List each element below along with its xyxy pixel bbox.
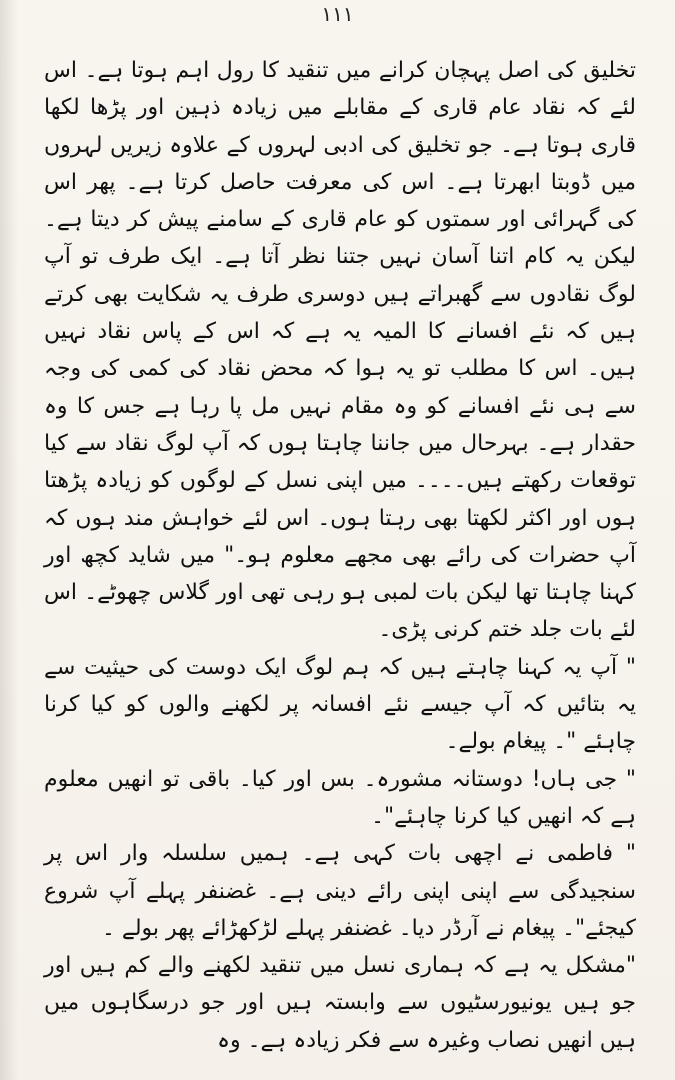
paragraph: تخلیق کی اصل پہچان کرانے میں تنقید کا رول اہم ہوتا ہے۔ اس لئے کہ نقاد عام قاری کے مقابلے میں زیادہ ذہین اور پڑھا لکھا قاری ہوتا ہے۔ جو تخلیق کی ادبی لہروں کے علاوہ زیریں لہروں میں ڈوبتا ابھرتا ہے۔ اس کی معرفت حاصل کرتا ہے۔ پھر اس کی گہرائی اور سمتوں کو عام قاری کے سامنے پیش کر دیتا ہے۔ لیکن یہ کام اتنا آسان نہیں جتنا نظر آتا ہے۔ ایک طرف تو آپ لوگ نقادوں سے گھبراتے ہیں دوسری طرف یہ شکایت بھی کرتے ہیں کہ نئے افسانے کا المیہ یہ ہے کہ اس کے پاس نقاد نہیں ہیں۔ اس کا مطلب تو یہ ہوا کہ محض نقاد کی کمی کی وجہ سے ہی نئے افسانے کو وہ مقام نہیں مل پا رہا ہے جس کا وہ حقدار ہے۔ بہرحال میں جاننا چاہتا ہوں کہ آپ لوگ نقاد سے کیا توقعات رکھتے ہیں۔۔۔۔ میں اپنی نسل کے لوگوں کو زیادہ پڑھتا ہوں اور اکثر لکھتا بھی رہتا ہوں۔ اس لئے خواہش مند ہوں کہ آپ حضرات کی رائے بھی مجھے معلوم ہو۔" میں شاید کچھ اور کہنا چاہتا تھا لیکن بات لمبی ہو رہی تھی اور گلاس چھوٹے۔ اس لئے بات جلد ختم کرنی پڑی۔	[44, 58, 636, 643]
page-number: ۱۱۱	[321, 2, 354, 26]
page-body-text	[44, 52, 636, 1059]
binding-shadow	[0, 0, 18, 1080]
paragraph: " جی ہاں! دوستانہ مشورہ۔ بس اور کیا۔ باقی تو انھیں معلوم ہے کہ انھیں کیا کرنا چاہئے"۔	[44, 766, 636, 829]
paragraph: "مشکل یہ ہے کہ ہماری نسل میں تنقید لکھنے والے کم ہیں اور جو ہیں یونیورسٹیوں سے وابستہ ہیں اور جو درسگاہوں میں ہیں انھیں نصاب وغیرہ سے فکر زیادہ ہے۔ وہ	[44, 953, 636, 1053]
paragraph: " فاطمی نے اچھی بات کہی ہے۔ ہمیں سلسلہ وار اس پر سنجیدگی سے اپنی اپنی رائے دینی ہے۔ غضنفر پہلے آپ شروع کیجئے"۔ پیغام نے آرڈر دیا۔ غضنفر پہلے لڑکھڑائے پھر بولے ۔	[44, 841, 636, 941]
paragraph: " آپ یہ کہنا چاہتے ہیں کہ ہم لوگ ایک دوست کی حیثیت سے یہ بتائیں کہ آپ جیسے نئے افسانہ پر لکھنے والوں کو کیا کرنا چاہئے "۔ پیغام بولے۔	[44, 654, 636, 755]
